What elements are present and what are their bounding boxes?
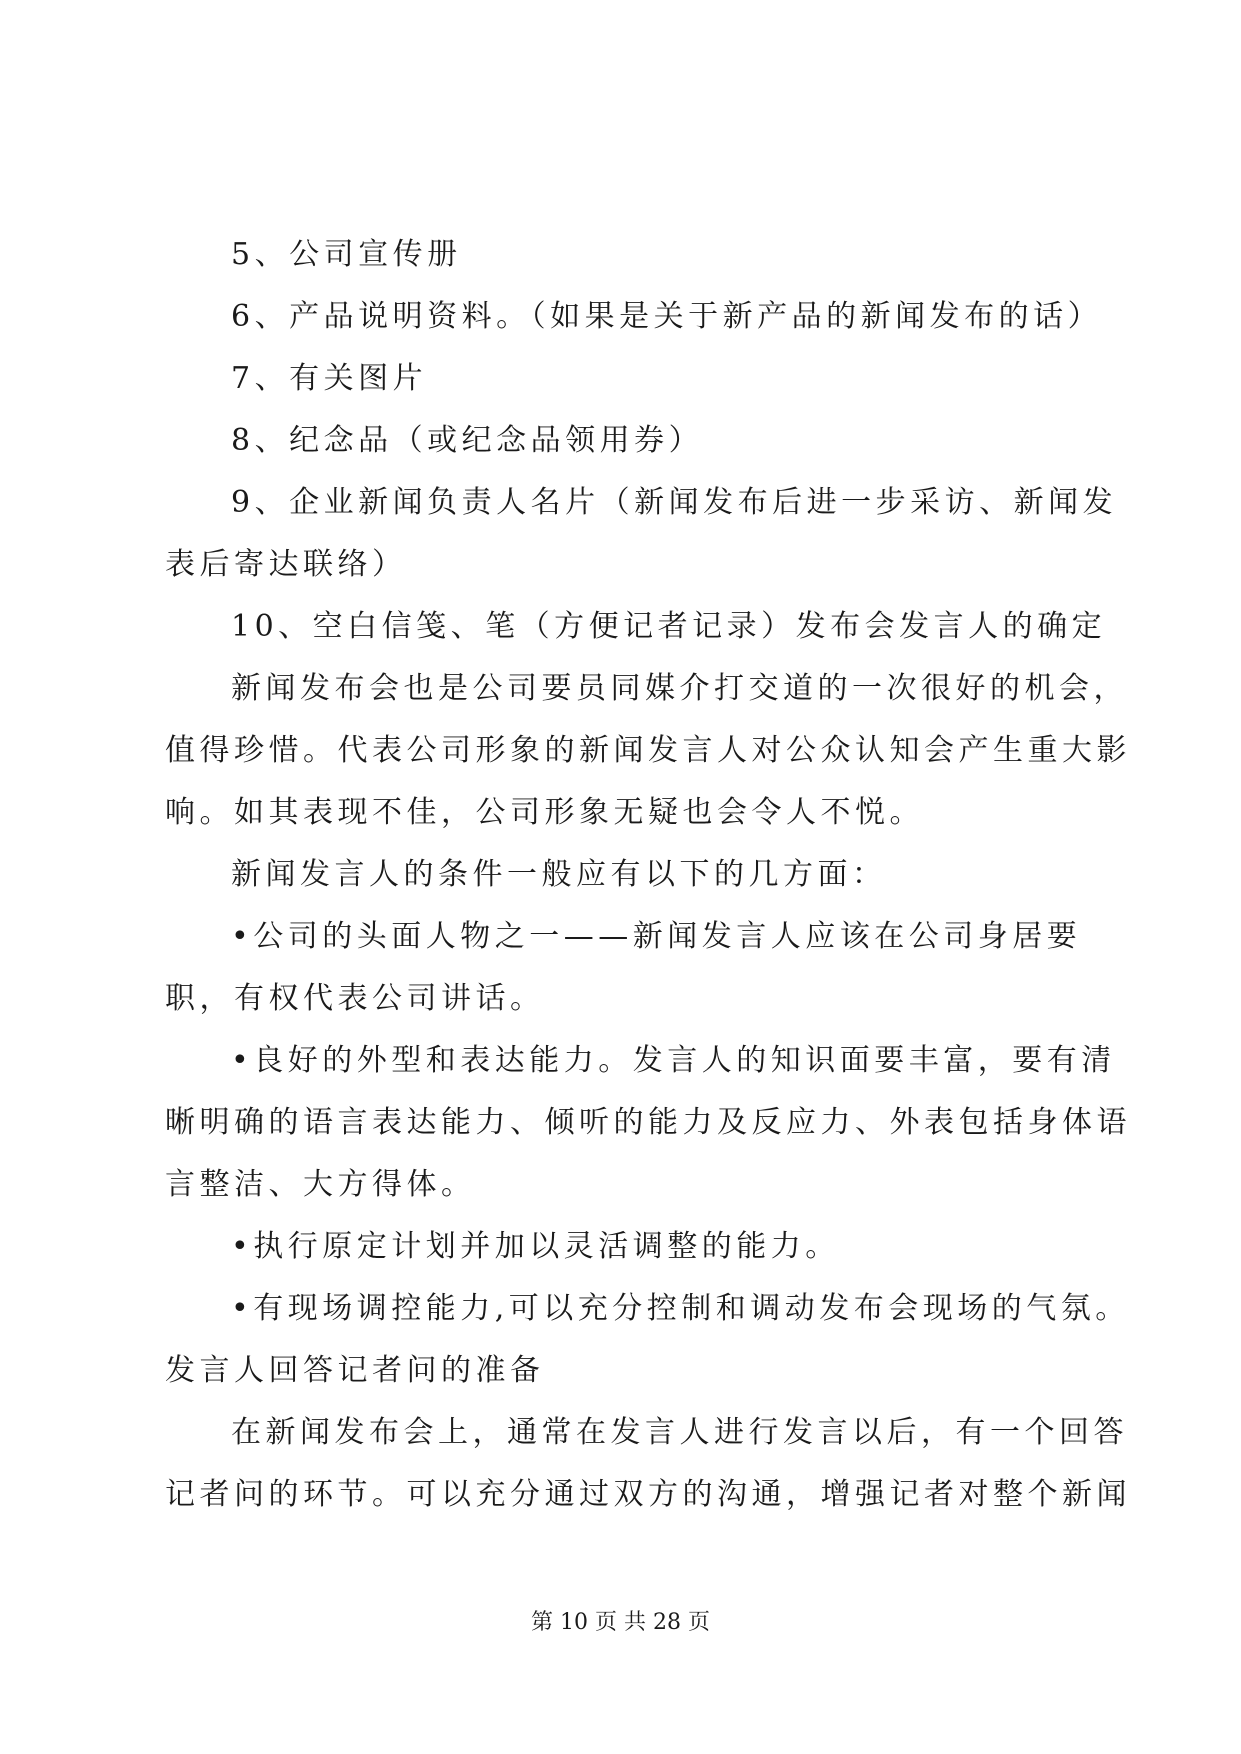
text-line: 言整洁、大方得体。 bbox=[165, 1167, 476, 1202]
text-line: •良好的外型和表达能力。发言人的知识面要丰富，要有清 bbox=[231, 1043, 1116, 1078]
text-line: 晰明确的语言表达能力、倾听的能力及反应力、外表包括身体语 bbox=[165, 1105, 1131, 1140]
text-line: 职，有权代表公司讲话。 bbox=[165, 981, 545, 1016]
text-line: 8、纪念品（或纪念品领用券） bbox=[231, 423, 704, 458]
text-line: •执行原定计划并加以灵活调整的能力。 bbox=[231, 1229, 840, 1264]
text-line: 新闻发布会也是公司要员同媒介打交道的一次很好的机会， bbox=[231, 671, 1128, 706]
text-line: 新闻发言人的条件一般应有以下的几方面： bbox=[231, 857, 887, 892]
text-line: 响。如其表现不佳，公司形象无疑也会令人不悦。 bbox=[165, 795, 924, 830]
text-line: 在新闻发布会上，通常在发言人进行发言以后，有一个回答 bbox=[231, 1415, 1128, 1450]
text-line: 记者问的环节。可以充分通过双方的沟通，增强记者对整个新闻 bbox=[165, 1477, 1131, 1512]
text-line: 7、有关图片 bbox=[231, 361, 428, 396]
text-line: 发言人回答记者问的准备 bbox=[165, 1353, 545, 1388]
page-footer: 第 10 页 共 28 页 bbox=[531, 1610, 710, 1635]
text-line: 6、产品说明资料。（如果是关于新产品的新闻发布的话） bbox=[231, 299, 1103, 334]
text-line: •公司的头面人物之一——新闻发言人应该在公司身居要 bbox=[231, 919, 1082, 954]
text-line: 9、企业新闻负责人名片（新闻发布后进一步采访、新闻发 bbox=[231, 485, 1118, 520]
text-line: 10、空白信笺、笔（方便记者记录）发布会发言人的确定 bbox=[231, 609, 1107, 644]
text-line: •有现场调控能力,可以充分控制和调动发布会现场的气氛。 bbox=[231, 1291, 1130, 1326]
text-line: 值得珍惜。代表公司形象的新闻发言人对公众认知会产生重大影 bbox=[165, 733, 1131, 768]
text-line: 5、公司宣传册 bbox=[231, 237, 462, 272]
text-line: 表后寄达联络） bbox=[165, 547, 407, 582]
body-text bbox=[165, 224, 1131, 1526]
